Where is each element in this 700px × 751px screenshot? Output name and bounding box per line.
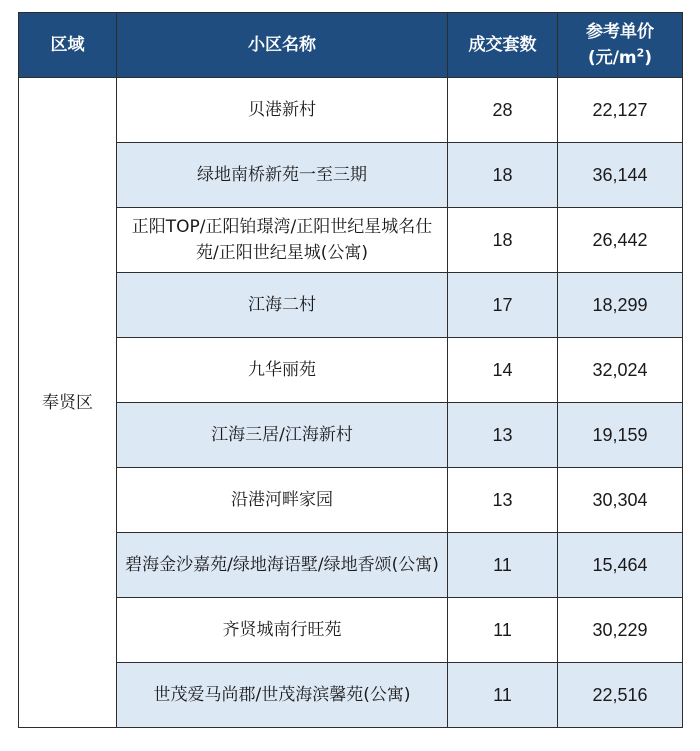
deal-count: 11 xyxy=(448,598,558,663)
unit-price: 30,304 xyxy=(558,468,683,533)
unit-price: 18,299 xyxy=(558,273,683,338)
header-price-unit: (元$/m^2$) xyxy=(587,46,653,68)
deal-count: 17 xyxy=(448,273,558,338)
deal-count: 18 xyxy=(448,208,558,273)
deal-count: 11 xyxy=(448,533,558,598)
table-row xyxy=(19,78,683,143)
table-row xyxy=(19,598,683,663)
deal-count: 13 xyxy=(448,468,558,533)
unit-price: 32,024 xyxy=(558,338,683,403)
table-row xyxy=(19,663,683,728)
table-row xyxy=(19,273,683,338)
unit-price: 30,229 xyxy=(558,598,683,663)
table-row xyxy=(19,143,683,208)
community-name: 江海三居/江海新村 xyxy=(117,403,448,468)
community-name: 绿地南桥新苑一至三期 xyxy=(117,143,448,208)
table-row xyxy=(19,338,683,403)
table-row xyxy=(19,533,683,598)
community-name: 贝港新村 xyxy=(117,78,448,143)
deal-count: 11 xyxy=(448,663,558,728)
community-name: 江海二村 xyxy=(117,273,448,338)
header-row xyxy=(19,13,683,78)
community-name: 沿港河畔家园 xyxy=(117,468,448,533)
header-community: 小区名称 xyxy=(117,13,448,78)
unit-price: 36,144 xyxy=(558,143,683,208)
header-price-label: 参考单价 xyxy=(586,22,654,42)
unit-price: 22,516 xyxy=(558,663,683,728)
community-name: 世茂爱马尚郡/世茂海滨馨苑(公寓) xyxy=(117,663,448,728)
community-name: 齐贤城南行旺苑 xyxy=(117,598,448,663)
unit-price: 15,464 xyxy=(558,533,683,598)
header-deals: 成交套数 xyxy=(448,13,558,78)
community-name: 碧海金沙嘉苑/绿地海语墅/绿地香颂(公寓) xyxy=(117,533,448,598)
header-district: 区域 xyxy=(19,13,117,78)
deal-count: 18 xyxy=(448,143,558,208)
community-name: 九华丽苑 xyxy=(117,338,448,403)
deal-count: 28 xyxy=(448,78,558,143)
district-cell: 奉贤区 xyxy=(19,78,117,728)
unit-price: 22,127 xyxy=(558,78,683,143)
header-price xyxy=(558,13,683,78)
deal-count: 14 xyxy=(448,338,558,403)
table-row xyxy=(19,403,683,468)
table-row xyxy=(19,468,683,533)
unit-price: 19,159 xyxy=(558,403,683,468)
unit-price: 26,442 xyxy=(558,208,683,273)
community-name: 正阳TOP/正阳铂璟湾/正阳世纪星城名仕苑/正阳世纪星城(公寓) xyxy=(117,208,448,273)
transactions-table xyxy=(18,12,683,728)
table-row xyxy=(19,208,683,273)
deal-count: 13 xyxy=(448,403,558,468)
